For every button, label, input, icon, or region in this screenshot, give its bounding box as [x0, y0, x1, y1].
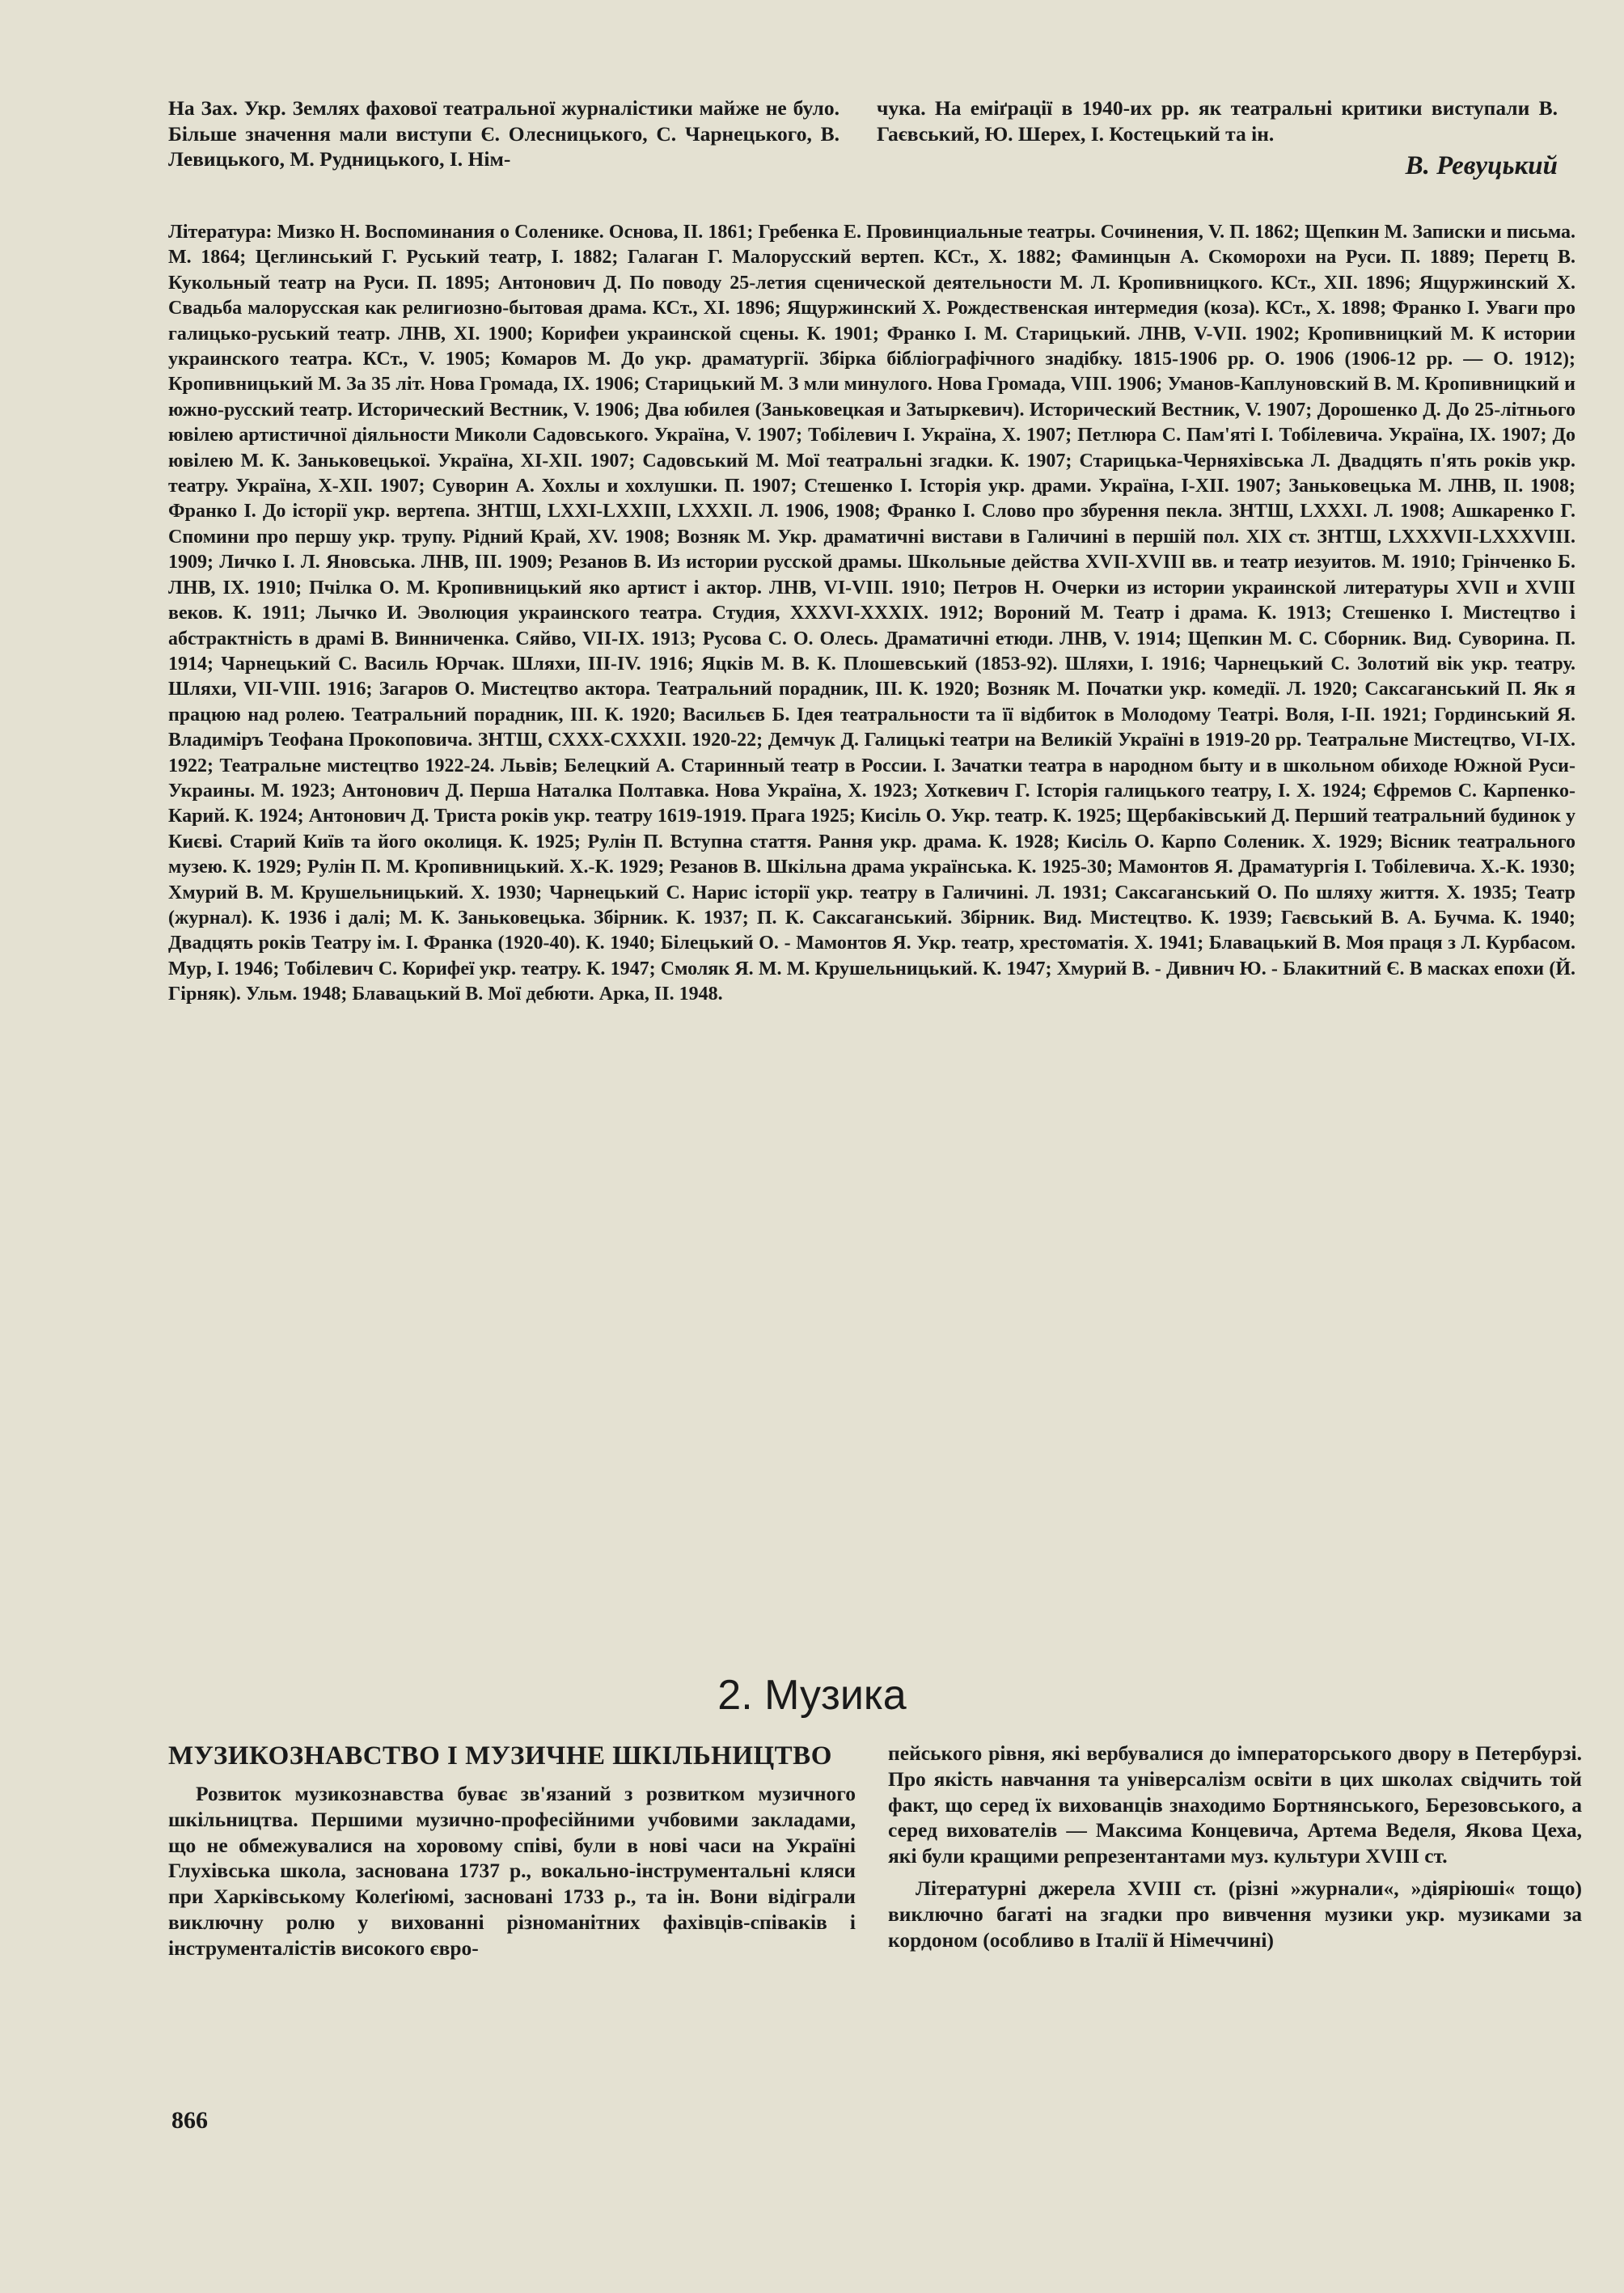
top-column-left — [168, 95, 839, 181]
article-paragraph-1-continued: пейського рівня, які вербувалися до імператорського двору в Петербурзі. Про якість навчання та універсалізм освіти в цих школах свідчить той факт, що серед їх вихованців знаходимо Бортнянського, Березовського, а серед вихователів — Максима Концевича, Артема Веделя, Якова Цеха, які були кращими репрезентантами муз. культури XVIII ст. — [888, 1741, 1582, 1868]
author-signature: В. Ревуцький — [1405, 151, 1558, 180]
article-columns — [168, 1741, 1582, 1961]
article-paragraph-1: Розвиток музикознавства буває зв'язаний з розвитком музичного шкільництва. Першими музично-професійними учбовими закладами, що не обмежувалися на хоровому співі, були в нові часи на Україні Глухівська школа, заснована 1737 р., вокально-інструментальні кляси при Харківському Колеґіюмі, засновані 1733 р., та ін. Вони відіграли виключну ролю у вихованні різноманітних фахівців-співаків і інструменталістів високого євро- — [168, 1782, 856, 1960]
bibliography-label: Література: — [168, 222, 273, 243]
theatre-criticism-paragraph-continued: чука. На еміґрації в 1940-их рр. як театральні критики виступали В. Гаєвський, Ю. Шерех, І. Костецький та ін. — [877, 96, 1558, 146]
theatre-criticism-paragraph-end: На Зах. Укр. Землях фахової театральної журналістики майже не було. Більше значення мали виступи Є. Олесницького, С. Чарнецького, В. Левицького, М. Рудницького, І. Нім- — [168, 96, 839, 171]
article-column-left — [168, 1741, 856, 1961]
top-columns — [168, 95, 1558, 181]
article-paragraph-2: Літературні джерела XVIII ст. (різні »журнали«, »діяріюші« тощо) виключно багаті на згадки про вивчення музики укр. музиками за кордоном (особливо в Італії й Німеччині) — [888, 1876, 1582, 1952]
page-number: 866 — [171, 2107, 208, 2134]
bibliography-text: Мизко Н. Воспоминания о Соленике. Основа, II. 1861; Гребенка Е. Провинциальные театры. Сочинения, V. П. 1862; Щепкин М. Записки и письма. М. 1864; Цеглинський Г. Руський театр, І. 1882; Галаган Г. Малорусский вертеп. КСт., Х. 1882; Фаминцын А. Скоморохи на Руси. П. 1889; Перетц В. Кукольный театр на Руси. П. 1895; Антонович Д. По поводу 25-летия сценической деятельности М. Л. Кропивницкого. КСт., ХІІ. 1896; Ящуржинский Х. Свадьба малорусская как религиозно-бытовая драма. КСт., ХІ. 1896; Ящуржинский Х. Рождественская интермедия (коза). КСт., Х. 1898; Франко І. Уваги про галицько-руський театр. ЛНВ, ХІ. 1900; Корифеи украинской сцены. К. 1901; Франко І. М. Старицький. ЛНВ, V-VII. 1902; Кропивницкий М. К истории украинского театра. КСт., V. 1905; Комаров М. До укр. драматургії. Збірка бібліографічного знадібку. 1815-1906 рр. О. 1906 (1906-12 рр. — О. 1912); Кропивницький М. За 35 літ. Нова Громада, IX. 1906; Старицький М. З мли минулого. Нова Громада, VIII. 1906; Уманов-Каплуновский В. М. Кропивницкий и южно-русский театр. Исторический Вестник, V. 1906; Два юбилея (Заньковецкая и Затыркевич). Исторический Вестник, V. 1907; Дорошенко Д. До 25-літнього ювілею артистичної діяльности Миколи Садовського. Україна, V. 1907; Тобілевич І. Україна, Х. 1907; Петлюра С. Пам'яті І. Тобілевича. Україна, IX. 1907; До ювілею М. К. Заньковецької. Україна, ХІ-ХІІ. 1907; Садовський М. Мої театральні згадки. К. 1907; Старицька-Черняхівська Л. Двадцять п'ять років укр. театру. Україна, Х-ХІІ. 1907; Суворин А. Хохлы и хохлушки. П. 1907; Стешенко І. Історія укр. драми. Україна, І-ХІІ. 1907; Заньковецька М. ЛНВ, II. 1908; Франко І. До історії укр. вертепа. ЗНТШ, LXXI-LXXIII, LXXXII. Л. 1906, 1908; Франко І. Слово про збурення пекла. ЗНТШ, LXXXI. Л. 1908; Ашкаренко Г. Спомини про першу укр. трупу. Рідний Край, XV. 1908; Возняк М. Укр. драматичні вистави в Галичині в першій пол. XIX ст. ЗНТШ, LXXXVII-LXXXVIII. 1909; Личко І. Л. Яновська. ЛНВ, III. 1909; Резанов В. Из истории русской драмы. Школьные действа XVII-XVIII вв. и театр иезуитов. М. 1910; Грінченко Б. ЛНВ, IX. 1910; Пчілка О. М. Кропивницький яко артист і актор. ЛНВ, VI-VIII. 1910; Петров Н. Очерки из истории украинской литературы XVII и XVIII веков. К. 1911; Лычко И. Эволюция украинского театра. Студия, XXXVI-XXXIX. 1912; Вороний М. Театр і драма. К. 1913; Стешенко І. Мистецтво і абстрактність в драмі В. Винниченка. Сяйво, VII-IX. 1913; Русова С. О. Олесь. Драматичні етюди. ЛНВ, V. 1914; Щепкин М. С. Сборник. Вид. Суворина. П. 1914; Чарнецький С. Василь Юрчак. Шляхи, III-IV. 1916; Яцків М. В. К. Плошевський (1853-92). Шляхи, І. 1916; Чарнецький С. Золотий вік укр. театру. Шляхи, VII-VIII. 1916; Загаров О. Мистецтво актора. Театральний порадник, III. К. 1920; Возняк М. Початки укр. комедії. Л. 1920; Саксаганський П. Як я працюю над ролею. Театральний порадник, III. К. 1920; Васильєв Б. Ідея театральности та її відбиток в Молодому Театрі. Воля, І-II. 1921; Гординський Я. Владиміръ Теофана Прокоповича. ЗНТШ, CXXX-CXXXII. 1920-22; Демчук Д. Галицькі театри на Великій Україні в 1919-20 рр. Театральне Мистецтво, VI-IX. 1922; Театральне мистецтво 1922-24. Львів; Белецкий А. Старинный театр в России. І. Зачатки театра в народном быту и в школьном обиходе Южной Руси-Украины. М. 1923; Антонович Д. Перша Наталка Полтавка. Нова Україна, Х. 1923; Хоткевич Г. Історія галицького театру, І. Х. 1924; Єфремов С. Карпенко-Карий. К. 1924; Антонович Д. Триста років укр. театру 1619-1919. Прага 1925; Кисіль О. Укр. театр. К. 1925; Щербаківський Д. Перший театральний будинок у Києві. Старий Київ та його околиця. К. 1925; Рулін П. Вступна стаття. Рання укр. драма. К. 1928; Кисіль О. Карпо Соленик. Х. 1929; Вісник театрального музею. К. 1929; Рулін П. М. Кропивницький. Х.-К. 1929; Резанов В. Шкільна драма українська. К. 1925-30; Мамонтов Я. Драматургія І. Тобілевича. Х.-К. 1930; Хмурий В. М. Крушельницький. Х. 1930; Чарнецький С. Нарис історії укр. театру в Галичині. Л. 1931; Саксаганський О. По шляху життя. Х. 1935; Театр (журнал). К. 1936 і далі; М. К. Заньковецька. Збірник. К. 1937; П. К. Саксаганський. Збірник. Вид. Мистецтво. К. 1939; Гаєвський В. А. Бучма. К. 1940; Двадцять років Театру ім. І. Франка (1920-40). К. 1940; Білецький О. - Мамонтов Я. Укр. театр, хрестоматія. Х. 1941; Блавацький В. Моя праця з Л. Курбасом. Мур, І. 1946; Тобілевич С. Корифеї укр. театру. К. 1947; Смоляк Я. М. М. Крушельницький. К. 1947; Хмурий В. - Дивнич Ю. - Блакитний Є. В масках епохи (Й. Гірняк). Ульм. 1948; Блавацький В. Мої дебюти. Арка, II. 1948. — [168, 222, 1576, 1005]
bibliography — [168, 220, 1575, 1008]
top-column-right — [877, 95, 1558, 181]
article-column-right — [888, 1741, 1582, 1961]
article-title: МУЗИКОЗНАВСТВО І МУЗИЧНЕ ШКІЛЬНИЦТВО — [168, 1741, 832, 1771]
section-title: 2. Музика — [717, 1672, 907, 1719]
